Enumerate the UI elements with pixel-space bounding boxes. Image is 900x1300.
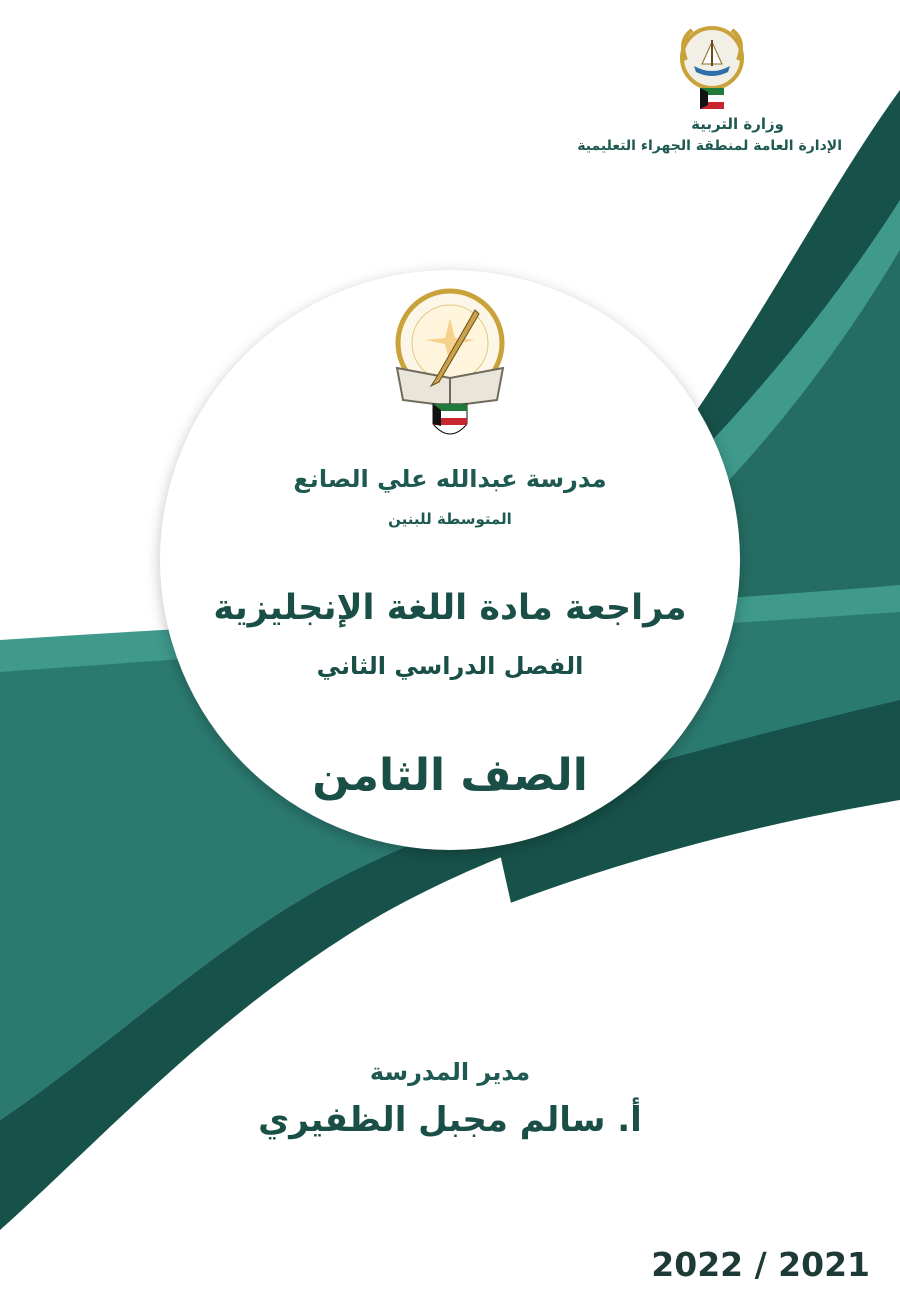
semester-label: الفصل الدراسي الثاني — [316, 652, 584, 680]
ministry-area: الإدارة العامة لمنطقة الجهراء التعليمية — [577, 138, 842, 154]
academic-year: 2022 / 2021 — [651, 1245, 870, 1284]
school-logo-book-pen-icon — [385, 288, 515, 448]
ministry-header — [542, 20, 842, 170]
principal-label: مدير المدرسة — [369, 1058, 531, 1086]
ministry-name: وزارة التربية — [691, 115, 784, 133]
principal-name: أ. سالم مجبل الظفيري — [258, 1100, 642, 1140]
cover-circle — [160, 270, 740, 850]
grade-label: الصف الثامن — [312, 750, 588, 801]
review-title: مراجعة مادة اللغة الإنجليزية — [213, 588, 687, 628]
kuwait-state-emblem-icon — [672, 20, 752, 116]
school-subtitle: المتوسطة للبنين — [388, 510, 512, 528]
school-name: مدرسة عبدالله علي الصانع — [293, 465, 607, 493]
